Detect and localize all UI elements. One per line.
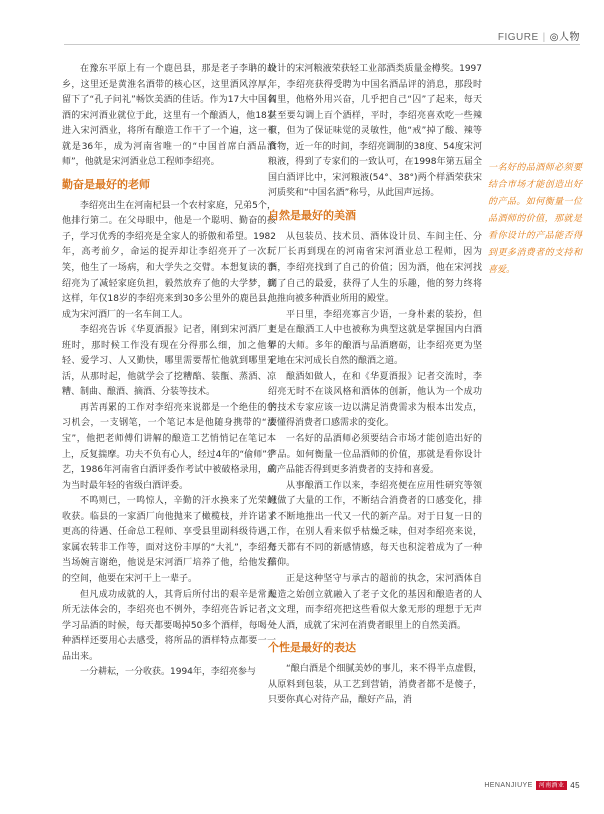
paragraph: 一名好的品酒师必须要结合市场才能创造出好的产品。如何衡量一位品酒师的价值，那就是看你设计的产品能否得到更多消费者的支持和喜爱。 — [268, 434, 482, 476]
paragraph: 李绍亮告诉《华夏酒报》记者，刚到宋河酒厂上班时，那时候工作没有现在分得那么细，加之他年轻、爱学习、人又勤快，哪里需要帮忙他就到哪里干活，从那时起，他就学会了挖糟醅、装甑、蒸酒、凉糟、制曲、酿酒、摘酒、分装等技术。 — [62, 325, 276, 398]
paragraph: 不鸣则已，一鸣惊人，辛勤的汗水换来了光荣的收获。临县的一家酒厂向他抛来了橄榄枝，并许诺了更高的待遇、任命总工程师、享受县里副科级待遇，家属农转非工作等，面对这份丰厚的“大礼”，李绍亮当场婉言谢绝，他说是宋河酒厂培养了他，给他发挥的空间，他要在宋河干上一辈子。 — [62, 496, 276, 584]
paragraph: 李绍亮出生在河南杞县一个农村家庭，兄弟5个，他排行第二。在父母眼中，他是一个聪明、勤奋的孩子，学习优秀的李绍亮是全家人的骄傲和希望。1982年，高考前夕，命运的捉弄却让李绍亮开了一次玩笑，他生了一场病，和大学失之交臂。本想复读的李绍亮为了减轻家庭负担，毅然放弃了他的大学梦，就这样，年仅18岁的李绍亮来到30多公里外的鹿邑县，成为宋河酒厂的一名车间工人。 — [62, 200, 276, 320]
section-heading: 自然是最好的美酒 — [268, 208, 356, 222]
paragraph: 设计的宋河粮液荣获轻工业部酒类质量金樽奖。1997年，李绍亮获得受聘为中国名酒品评的消息，那段时间里，他格外用兴奋，几乎把自己“囚”了起来，每天甚至要勾调上百个酒样，平时，李绍亮喜欢吃一些辣椒，但为了保证味觉的灵敏性，他“戒”掉了酸、辣等食物，近一年的时间，李绍亮调制的38度、54度宋河粮液，得到了专家们的一致认可，在1998年第五届全国白酒评比中，宋河粮液(54°、38°)两个样酒荣获宋河质奖和“中国名酒”称号，从此国声远扬。 — [268, 64, 482, 199]
running-header — [498, 28, 580, 43]
paragraph: “酿白酒是个细腻美妙的事儿，来不得半点虚假，从原料到包装，从工艺到营销，消费者都不是傻子，只要你真心对待产品，酿好产品，消 — [268, 664, 482, 706]
middle-column — [268, 62, 482, 782]
magazine-name: HENANJIUYE — [484, 782, 533, 789]
paragraph: 平日里，李绍亮寡言少语，一身朴素的装扮，但更是在酿酒工人中也被称为典型这就是掌握国内白酒界的大师。多年的酿酒与品酒磨砺，让李绍亮更为坚定地在宋河成长自然的酿酒之道。 — [268, 309, 482, 367]
paragraph: 从包装员、技术员、酒体设计员、车间主任、分厂厂长再到现在的河南省宋河酒业总工程师，因为酒，李绍亮找到了自己的价值；因为酒，他在宋河找到了自己的最爱，获得了人生的乐趣，他的努力终将他推向被多种酒业所用的殿堂。 — [268, 231, 482, 305]
header-section: ◎人物 — [549, 32, 580, 43]
paragraph: 在豫东平原上有一个鹿邑县，那是老子李聃的故乡，这里还是黄淮名酒带的核心区，这里酒风淳厚，留下了“孔子问礼”畅饮美酒的佳话。作为17大中国名酒的宋河酒业就位于此，这里有一个酿酒人，他18岁进入宋河酒业，将所有酿造工作干了一个遍，这一干就是36年，成为河南省唯一的“中国首席白酒品酒师”，他就是宋河酒业总工程师李绍亮。 — [62, 64, 276, 168]
page-number: 45 — [570, 781, 580, 790]
paragraph: 但凡成功成就的人，其背后所付出的艰辛是常人所无法体会的，李绍亮也不例外，李绍亮告诉记者，学习品酒的时候，每天都要喝掉50多个酒样，每喝一种酒样还要用心去感受，将所品的酒样特点都要一一品出来。 — [62, 589, 276, 662]
header-label: FIGURE — [497, 32, 539, 43]
section-heading: 个性是最好的表达 — [268, 641, 356, 655]
paragraph: 从事酿酒工作以来，李绍亮便在应用性研究等领域做了大量的工作，不断结合消费者的口感变化，排求不断地推出一代又一代的新产品。对于日复一日的工作，在别人看来似乎枯燥乏味，但对李绍亮来说，每天都有不同的新感情感，每天也积淀着成为了一种信仰。 — [268, 480, 482, 569]
page-footer — [484, 781, 580, 790]
paragraph: 一分耕耘，一分收获。1994年，李绍亮参与 — [80, 667, 256, 678]
paragraph: 酿酒如做人，在和《华夏酒报》记者交流时，李绍亮无时不在谈风格和酒体的创新，他认为一个成功的技术专家应该一边以满足消费需求为根本出发点，要懂得消费者口感需求的变化。 — [268, 371, 482, 429]
magazine-badge: 河南酒业 — [536, 781, 568, 790]
paragraph: 再苦再累的工作对李绍亮来说都是一个绝佳的学习机会，一支钢笔，一个笔记本是他随身携带的“法宝”，他把老师傅们讲解的酿造工艺悄悄记在笔记本上，反复揣摩。功夫不负有心人，经过4年的“偷师”学艺，1986年河南省白酒评委作考试中被破格录用，成为当时最年轻的省级白酒评委。 — [62, 402, 276, 491]
paragraph: 正是这种坚守与承古的超前的执念，宋河酒体自酿造之始创立就融入了老子文化的基因和酿造者的人文文理，而李绍亮把这些看似大象无形的理想于无声处人酒，成就了宋河在消费者眼里上的自然美酒。 — [268, 573, 482, 631]
pull-quote: 一名好的品酒师必须要结合市场才能创造出好的产品。如何衡量一位品酒师的价值，那就是看你设计的产品能否得到更多消费者的支持和喜爱。 — [488, 163, 582, 275]
left-column — [62, 62, 276, 782]
header-rule — [64, 44, 580, 45]
section-heading: 勤奋是最好的老师 — [62, 177, 150, 191]
header-separator: | — [542, 32, 546, 43]
